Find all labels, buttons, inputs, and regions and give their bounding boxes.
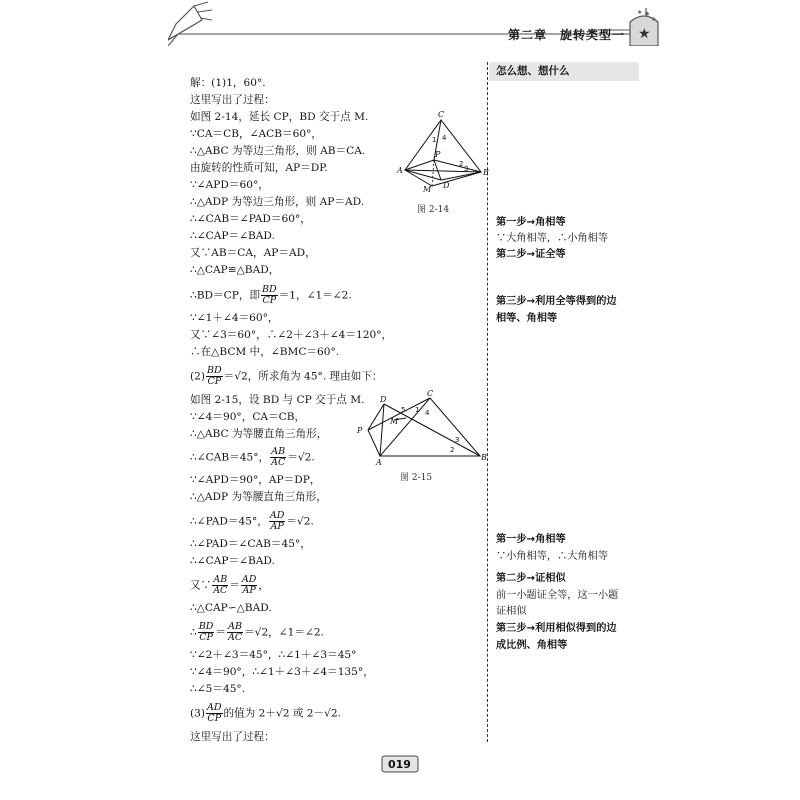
solution-line-fraction: ∴∠CAB＝45°， $\frac{AB}{AC}$ ＝√2. [190, 446, 315, 468]
solution-line: ∴∠CAP＝∠BAD. [190, 555, 275, 567]
label-3: 3 [464, 165, 469, 173]
solution-line-fraction: (3) $\frac{AD}{CP}$ 的值为 2＋√2 或 2－√2. [190, 702, 341, 724]
label-D: D [380, 395, 387, 404]
solution-line: ∴△ADP 为等边三角形，则 AP＝AD. [190, 196, 365, 208]
solution-line-fraction: ∴ $\frac{BD}{CP}$ ＝ $\frac{AB}{AC}$ ＝√2，∠1＝∠2. [190, 621, 324, 643]
figure-2-14 [394, 108, 494, 200]
label-P: P [435, 150, 441, 159]
sidebar-note: ∵小角相等，∴大角相等 [496, 551, 609, 562]
label-M: M [390, 417, 399, 426]
sidebar-note: ∵大角相等，∴小角相等 [496, 233, 609, 244]
chapter-title: 第二章 旋转类型一 [508, 28, 626, 42]
page-number: 019 [388, 758, 411, 771]
label-1: 1 [415, 406, 420, 414]
solution-line: ∴∠5＝45°. [190, 683, 246, 695]
solution-line-fraction: ∴BD＝CP，即 $\frac{BD}{CP}$ ＝1，∠1＝∠2. [190, 284, 352, 306]
solution-line: 又∵AB＝CA，AP＝AD， [190, 247, 316, 259]
solution-line: 这里写出了过程： [190, 731, 275, 743]
solution-line: 如图 2-14，延长 CP，BD 交于点 M. [190, 111, 369, 123]
solution-line-fraction: (2) $\frac{BD}{CP}$ ＝√2，所求角为 45°. 理由如下： [190, 365, 383, 387]
solution-line: ∵∠APD＝60°， [190, 179, 269, 191]
label-B: B [481, 453, 487, 462]
header-banner [168, 0, 728, 46]
solution-line: ∴△CAP∽△BAD. [190, 602, 272, 614]
svg-text:★: ★ [637, 9, 643, 16]
solution-line: 解：(1)1，60°. [190, 77, 266, 89]
solution-line: ∵CA＝CB，∠ACB＝60°， [190, 128, 322, 140]
label-4: 4 [425, 409, 430, 417]
label-4: 4 [442, 134, 447, 142]
label-C: C [438, 110, 445, 119]
solution-line: 如图 2-15，设 BD 与 CP 交于点 M. [190, 394, 365, 406]
solution-line-fraction: ∴∠PAD＝45°， $\frac{AD}{AP}$ ＝√2. [190, 510, 314, 532]
sidebar-note: 第三步→利用相似得到的边 [496, 623, 617, 634]
svg-text:★: ★ [644, 10, 651, 18]
svg-text:★: ★ [651, 16, 657, 23]
sidebar-note: 第三步→利用全等得到的边 [496, 296, 617, 307]
solution-line-fraction: 又∵ $\frac{AB}{AC}$ ＝ $\frac{AD}{AP}$ ， [190, 574, 269, 596]
svg-text:★: ★ [638, 26, 651, 42]
label-2: 2 [450, 446, 455, 454]
solution-line: 这里写出了过程： [190, 94, 275, 106]
sidebar-note: 证相似 [496, 606, 527, 617]
sidebar-note: 前一小题证全等，这一小题 [496, 590, 619, 601]
solution-line: ∴△CAP≌△BAD， [190, 264, 280, 276]
solution-line: 由旋转的性质可知，AP＝DP. [190, 162, 328, 174]
solution-line: ∴∠CAP＝∠BAD. [190, 230, 275, 242]
label-1: 1 [432, 136, 437, 144]
label-D: D [443, 181, 450, 190]
figure-caption: 图 2-15 [400, 473, 433, 483]
label-M: M [423, 185, 432, 194]
sidebar-title: 怎么想、想什么 [496, 65, 570, 77]
solution-line: ∴在△BCM 中，∠BMC＝60°. [190, 346, 340, 358]
label-C: C [427, 390, 434, 398]
solution-line: ∵∠1＋∠4＝60°， [190, 312, 279, 324]
label-5: 5 [401, 406, 406, 414]
solution-line: ∴∠PAD＝∠CAB＝45°， [190, 538, 311, 550]
solution-line: ∴△ADP 为等腰直角三角形， [190, 491, 327, 503]
sidebar-note: 第一步→角相等 [496, 217, 566, 228]
solution-line: 又∵∠3＝60°，∴∠2＋∠3＋∠4＝120°， [190, 329, 393, 341]
solution-line: ∵∠APD＝90°，AP＝DP， [190, 474, 321, 486]
solution-line: ∵∠4＝90°，∴∠1＋∠3＋∠4＝135°， [190, 666, 374, 678]
label-B: B [483, 168, 489, 177]
label-3: 3 [455, 436, 460, 444]
solution-line: ∴△ABC 为等边三角形，则 AB＝CA. [190, 145, 366, 157]
figure-caption: 图 2-14 [417, 205, 450, 215]
sidebar-note: 第一步→角相等 [496, 534, 566, 545]
solution-line: ∵∠4＝90°，CA＝CB， [190, 411, 306, 423]
solution-line: ∵∠2＋∠3＝45°，∴∠1＋∠3＝45° [190, 649, 357, 661]
label-A: A [376, 458, 382, 466]
sidebar-note: 第二步→证相似 [496, 573, 566, 584]
sidebar-note: 相等、角相等 [496, 313, 558, 324]
sidebar-note: 第二步→证全等 [496, 249, 566, 260]
label-A: A [397, 166, 403, 175]
figure-2-15 [352, 390, 488, 466]
label-2: 2 [459, 160, 464, 168]
solution-line: ∴∠CAB＝∠PAD＝60°， [190, 213, 311, 225]
sidebar-note: 成比例、角相等 [496, 640, 568, 651]
solution-line: ∴△ABC 为等腰直角三角形， [190, 428, 328, 440]
label-P: P [357, 426, 363, 435]
